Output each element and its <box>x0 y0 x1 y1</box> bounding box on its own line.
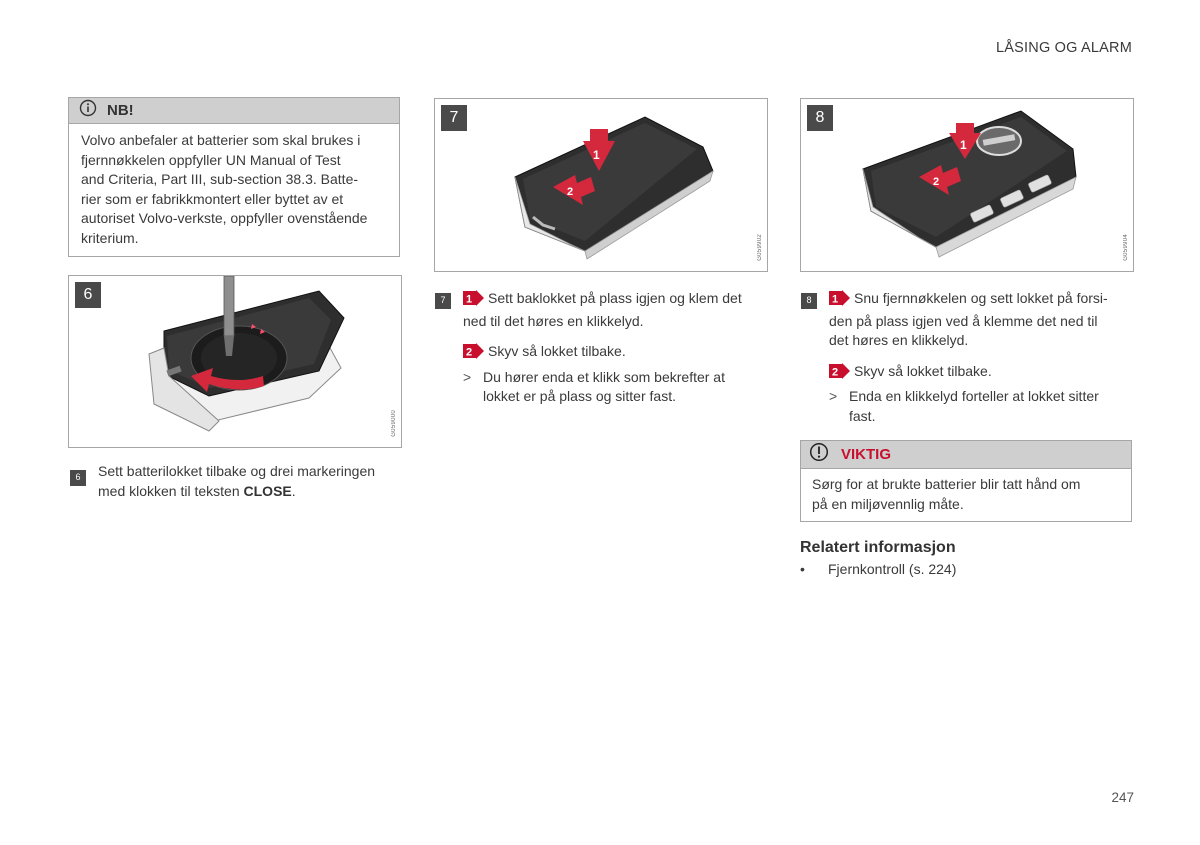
svg-text:1: 1 <box>960 138 967 152</box>
step-7-text <box>435 289 775 331</box>
step-8-text <box>801 289 1141 351</box>
step-8-substep <box>801 362 1141 385</box>
step-7-result-line: Du hører enda et klikk som bekrefter at <box>483 368 725 385</box>
figure-7-back-cover <box>434 98 768 272</box>
step-7-line <box>463 289 775 312</box>
section-title: LÅSING OG ALARM <box>996 40 1132 56</box>
svg-text:1: 1 <box>466 293 473 306</box>
step-7 <box>435 289 775 407</box>
related-info-title: Relatert informasjon <box>800 539 956 556</box>
step-6 <box>70 462 410 501</box>
important-warning-line: Sørg for at brukte batterier blir tatt hånd om <box>812 476 1081 492</box>
nb-note-line: autoriset Volvo-verkste, oppfyller ovenstående <box>81 210 368 226</box>
step-8-line <box>829 289 1141 312</box>
step-6-line-suffix: . <box>291 482 296 499</box>
step-6-text <box>70 462 410 501</box>
nb-note-line: and Criteria, Part III, sub-section 38.3. Batte- <box>81 171 359 187</box>
figure-8-front-cover <box>800 98 1134 272</box>
important-warning-title: VIKTIG <box>841 446 892 463</box>
red-arrow-2-icon <box>829 363 850 385</box>
nb-note-title: NB! <box>107 102 134 119</box>
result-marker: > <box>829 388 838 404</box>
result-marker: > <box>463 368 472 385</box>
related-info-item[interactable] <box>800 560 956 580</box>
figure-code: G059904 <box>1123 234 1129 261</box>
step-7-substep <box>435 342 775 365</box>
nb-note-box <box>68 97 400 257</box>
nb-note-line: fjernnøkkelen oppfyller UN Manual of Test <box>81 151 341 168</box>
close-keyword: CLOSE <box>243 482 292 499</box>
figure-number-badge: 6 <box>75 282 101 308</box>
figure-code: G059000 <box>391 410 397 437</box>
bullet-marker: • <box>800 561 805 577</box>
step-8-line: den på plass igjen ved å klemme det ned til <box>829 312 1098 329</box>
step-8-result <box>801 387 1141 426</box>
important-warning-line: på en miljøvennlig måte. <box>812 495 964 512</box>
step-6-line <box>98 482 410 502</box>
step-number-badge: 8 <box>801 293 817 309</box>
step-8-result-line: fast. <box>849 407 876 424</box>
step-8 <box>801 289 1141 426</box>
svg-text:2: 2 <box>567 186 574 198</box>
nb-note-line: rier som er fabrikkmontert eller byttet av et <box>81 190 344 207</box>
figure-number-badge: 8 <box>807 105 833 131</box>
red-arrow-2-icon <box>463 343 484 365</box>
key-fob-back-cover-illustration <box>435 99 768 272</box>
step-8-line-text: Snu fjernnøkkelen og sett lokket på forsi- <box>854 290 1108 306</box>
step-8-result-line: Enda en klikkelyd forteller at lokket sitter <box>849 388 1099 404</box>
key-fob-front-cover-illustration <box>801 99 1134 272</box>
related-info-link[interactable]: Fjernkontroll (s. 224) <box>828 561 957 577</box>
step-6-line-prefix: med klokken til teksten <box>98 482 244 499</box>
svg-text:2: 2 <box>832 366 839 378</box>
nb-note-line: Volvo anbefaler at batterier som skal brukes i <box>81 132 361 148</box>
step-7-line: ned til det høres en klikkelyd. <box>463 312 644 329</box>
key-fob-battery-illustration <box>69 276 402 448</box>
page-number: 247 <box>1111 790 1134 805</box>
red-arrow-1-icon <box>829 290 850 312</box>
step-7-substep-text: Skyv så lokket tilbake. <box>488 343 626 359</box>
step-8-line: det høres en klikkelyd. <box>829 332 969 348</box>
step-number-badge: 7 <box>435 293 451 309</box>
step-7-result <box>435 368 775 407</box>
figure-number-badge: 7 <box>441 105 467 131</box>
step-6-line: Sett batterilokket tilbake og drei markeringen <box>98 463 376 479</box>
svg-text:1: 1 <box>593 148 600 162</box>
svg-text:2: 2 <box>466 346 473 359</box>
important-warning-header <box>801 441 1131 469</box>
svg-text:1: 1 <box>832 293 839 306</box>
nb-note-body <box>69 124 399 255</box>
svg-text:2: 2 <box>933 176 940 188</box>
exclamation-circle-icon <box>809 442 829 467</box>
step-7-result-line: lokket er på plass og sitter fast. <box>483 388 676 404</box>
figure-code: G059902 <box>757 234 763 261</box>
step-7-line-text: Sett baklokket på plass igjen og klem det <box>488 290 742 306</box>
nb-note-header <box>69 98 399 124</box>
red-arrow-1-icon <box>463 290 484 312</box>
info-circle-icon <box>79 99 97 122</box>
step-8-substep-text: Skyv så lokket tilbake. <box>854 362 992 379</box>
nb-note-line: kriterium. <box>81 229 139 246</box>
important-warning-body <box>801 469 1131 520</box>
step-number-badge: 6 <box>70 470 86 486</box>
figure-6-battery-cover-rotation <box>68 275 402 448</box>
important-warning-box <box>800 440 1132 522</box>
